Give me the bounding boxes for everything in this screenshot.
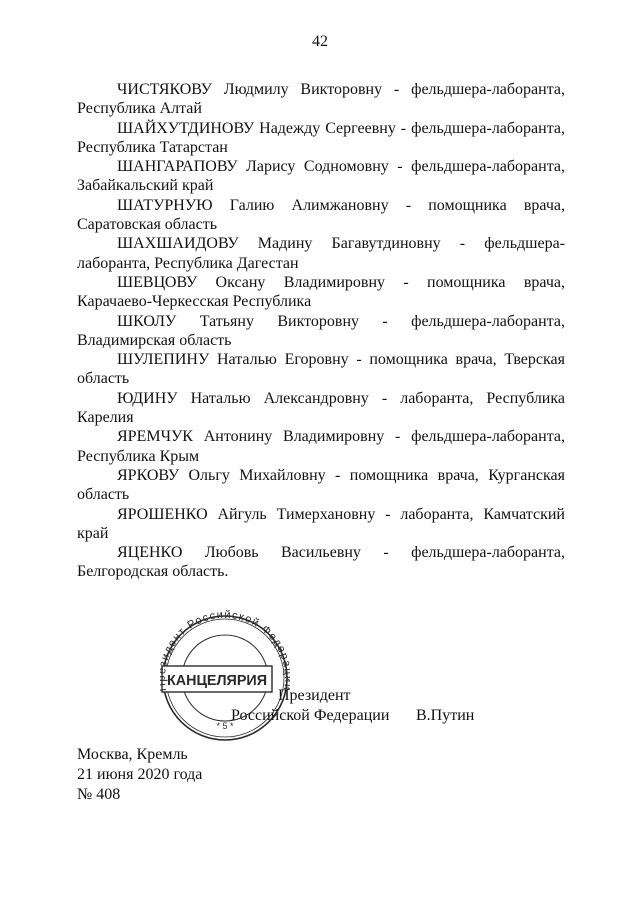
list-entry: ШАЙХУТДИНОВУ Надежду Сергеевну - фельдшера-лаборанта, Республика Татарстан (77, 119, 565, 156)
issue-place: Москва, Кремль (77, 746, 188, 763)
stamp-number: * 5 * (216, 721, 234, 731)
list-entry: ЮДИНУ Наталью Александровну - лаборанта, Республика Карелия (77, 389, 565, 427)
signatory-organization: Российской Федерации (231, 707, 390, 724)
list-entry: ЧИСТЯКОВУ Людмилу Викторовну - фельдшера-лаборанта, Республика Алтай (77, 81, 565, 118)
list-entry: ШАХШАИДОВУ Мадину Багавутдиновну - фельдшера-лаборанта, Республика Дагестан (77, 235, 565, 272)
signatory-name: В.Путин (416, 707, 475, 724)
document-number: № 408 (77, 786, 121, 803)
issue-date: 21 июня 2020 года (77, 766, 203, 783)
list-entry: ЯЦЕНКО Любовь Васильевну - фельдшера-лаборанта, Белгородская область. (77, 544, 565, 581)
list-entry: ЯРОШЕНКО Айгуль Тимерхановну - лаборанта, Камчатский край (77, 505, 565, 542)
stamp-seal-icon (160, 600, 290, 750)
stamp-center-text: КАНЦЕЛЯРИЯ (167, 672, 267, 689)
list-entry: ШАНГАРАПОВУ Ларису Содномовну - фельдшера-лаборанта, Забайкальский край (77, 158, 565, 195)
issue-details (77, 745, 202, 805)
appointment-list (77, 80, 565, 582)
list-entry: ШАТУРНУЮ Галию Алимжановну - помощника врача, Саратовская область (77, 196, 565, 234)
list-entry: ШУЛЕПИНУ Наталью Егоровну - помощника врача, Тверская область (77, 351, 565, 388)
list-entry: ЯРЕМЧУК Антонину Владимировну - фельдшера-лаборанта, Республика Крым (77, 428, 565, 465)
page-number: 42 (312, 33, 328, 50)
chancellery-stamp (160, 600, 290, 750)
list-entry: ШКОЛУ Татьяну Викторовну - фельдшера-лаборанта, Владимирская область (77, 312, 565, 349)
list-entry: ЯРКОВУ Ольгу Михайловну - помощника врача, Курганская область (77, 466, 565, 504)
signatory-title: Президент (278, 687, 351, 704)
list-entry: ШЕВЦОВУ Оксану Владимировну - помощника врача, Карачаево-Черкесская Республика (77, 273, 565, 311)
stamp-ring-text: идент Российской Федер (160, 608, 290, 663)
